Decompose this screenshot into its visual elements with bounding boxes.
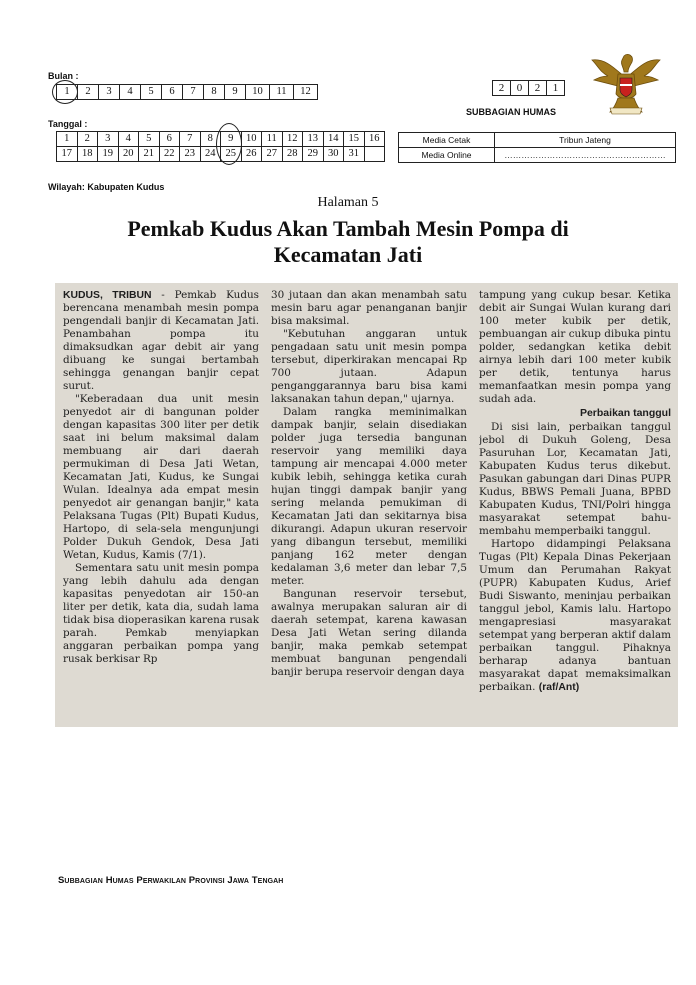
dateline: KUDUS, TRIBUN — [63, 290, 152, 301]
month-cell: 4 — [120, 85, 141, 100]
year-digit-cell: 1 — [547, 81, 565, 96]
date-cell: 27 — [262, 147, 283, 162]
media-online-label: Media Online — [399, 148, 495, 163]
paragraph: Hartopo didampingi Pelaksana Tugas (Plt) Kepala Dinas Pekerjaan Umum dan Perumahan Rakyat (PUPR) Kabupaten Kudus, Arief Budi Siswanto, meninjau perbaikan tanggul jebol, Kamis lalu. Hartopo mengapresiasi masyarakat setempat yang berperan aktif dalam perbaikan tanggul. Pihaknya berharap adanya bantuan masyarakat dapat memaksimalkan perbaikan. (raf/Ant) — [479, 538, 671, 694]
org-name: SUBBAGIAN HUMAS — [466, 107, 556, 117]
month-cell: 11 — [270, 85, 294, 100]
date-cell: 17 — [57, 147, 78, 162]
media-online-value: ………………………………………………… — [495, 148, 676, 163]
article-column-2 — [271, 289, 467, 719]
date-cell: 19 — [98, 147, 119, 162]
newspaper-clipping — [55, 283, 678, 727]
paragraph: "Kebutuhan anggaran untuk pengadaan satu unit mesin pompa tersebut, diperkirakan mencapai Rp 700 jutaan. Adapun penganggarannya baru bisa kami laksanakan tahun depan," ujarnya. — [271, 328, 467, 406]
date-cell: 14 — [323, 132, 344, 147]
date-cell: 20 — [118, 147, 139, 162]
media-cetak-label: Media Cetak — [399, 133, 495, 148]
date-cell: 3 — [98, 132, 119, 147]
month-cell: 12 — [294, 85, 318, 100]
month-cell: 1 — [57, 85, 78, 100]
date-cell: 7 — [180, 132, 201, 147]
year-box — [492, 80, 565, 96]
paragraph: "Keberadaan dua unit mesin penyedot air di bangunan polder dengan kapasitas 300 liter per detik saat ini belum maksimal dalam membuang air dari daerah permukiman di Desa Jati Wetan, Kecamatan Jati, Kudus, ke Sungai Wulan. Idealnya ada empat mesin penyedot air genangan banjir," kata Pelaksana Tugas (Plt) Bupati Kudus, Hartopo, di sela-sela mengunjungi Polder Dukuh Gendok, Desa Jati Wetan, Kudus, Kamis (7/1). — [63, 393, 259, 562]
year-digit-cell: 2 — [493, 81, 511, 96]
page-number-label: Halaman 5 — [317, 195, 379, 210]
garuda-emblem-icon — [588, 48, 664, 118]
date-cell: 2 — [77, 132, 98, 147]
article-column-3 — [479, 289, 671, 719]
month-cell: 7 — [183, 85, 204, 100]
paragraph: Sementara satu unit mesin pompa yang lebih dahulu ada dengan kapasitas penyedotan air 150-an liter per detik, kata dia, sudah lama tidak bisa dioperasikan karena rusak parah. Pemkab menyiapkan anggaran perbaikan pompa yang rusak berkisar Rp — [63, 562, 259, 666]
date-cell: 15 — [344, 132, 365, 147]
date-cell: 18 — [77, 147, 98, 162]
paragraph: 30 jutaan dan akan menambah satu mesin baru agar penanganan banjir bisa maksimal. — [271, 289, 467, 328]
media-cetak-value: Tribun Jateng — [495, 133, 676, 148]
paragraph: tampung yang cukup besar. Ketika debit air Sungai Wulan kurang dari 100 meter kubik per detik, pembuangan air cukup dibuka pintu polder, sedangkan ketika debit airnya lebih dari 100 meter kubik per detik, tentunya harus memanfaatkan mesin pompa yang sudah ada. — [479, 289, 671, 406]
bulan-label: Bulan : — [48, 71, 79, 81]
paragraph: Dalam rangka meminimalkan dampak banjir, selain disediakan polder juga tersedia bangunan reservoir yang memiliki daya tampung air mencapai 4.000 meter kubik lebih, sehingga ketika curah hujan tinggi dampak banjir yang sering melanda pemukiman di Kecamatan Jati dan sekitarnya bisa dikurangi. Adapun ukuran reservoir yang dibangun tersebut, memiliki panjang 162 meter dengan kedalaman 3,6 meter dan lebar 7,5 meter. — [271, 406, 467, 588]
signoff: (raf/Ant) — [538, 682, 580, 694]
paragraph: Di sisi lain, perbaikan tanggul jebol di Dukuh Goleng, Desa Pasuruhan Lor, Kecamatan Jati, Kabupaten Kudus terus dikebut. Pasukan gabungan dari Dinas PUPR Kudus, BBWS Pemali Juana, BPBD Kabupaten Kudus, TNI/Polri hingga masyarakat setempat bahu-membahu memperbaiki tanggul. — [479, 421, 671, 538]
date-cell: 10 — [241, 132, 262, 147]
month-cell: 3 — [99, 85, 120, 100]
date-cell: 30 — [323, 147, 344, 162]
month-cell: 10 — [246, 85, 270, 100]
media-table — [398, 132, 676, 163]
wilayah-label: Wilayah: Kabupaten Kudus — [48, 182, 165, 192]
date-cell: 25 — [221, 147, 242, 162]
month-cell: 9 — [225, 85, 246, 100]
headline-line-1: Pemkab Kudus Akan Tambah Mesin Pompa di — [127, 216, 569, 241]
date-grid — [56, 131, 385, 162]
date-cell: 13 — [303, 132, 324, 147]
date-cell: 31 — [344, 147, 365, 162]
date-cell: 23 — [180, 147, 201, 162]
date-cell: 12 — [282, 132, 303, 147]
date-cell: 24 — [200, 147, 221, 162]
footer-text: Subbagian Humas Perwakilan Provinsi Jawa Tengah — [58, 875, 284, 886]
date-cell: 8 — [200, 132, 221, 147]
date-cell: 29 — [303, 147, 324, 162]
month-grid — [56, 84, 318, 100]
date-cell: 26 — [241, 147, 262, 162]
tanggal-label: Tanggal : — [48, 119, 88, 129]
month-cell: 5 — [141, 85, 162, 100]
lead-paragraph: KUDUS, TRIBUN - Pemkab Kudus berencana menambah mesin pompa pengendali banjir di Kecamatan Jati. Penambahan pompa itu dimaksudkan agar debit air yang dibuang ke sungai bertambah sehingga genangan banjir cepat surut. — [63, 289, 259, 393]
year-digit-cell: 0 — [511, 81, 529, 96]
article-headline — [0, 216, 696, 268]
date-cell: 21 — [139, 147, 160, 162]
month-cell: 8 — [204, 85, 225, 100]
month-cell: 2 — [78, 85, 99, 100]
date-cell: 1 — [57, 132, 78, 147]
paragraph: Bangunan reservoir tersebut, awalnya merupakan saluran air di daerah setempat, karena kawasan Desa Jati Wetan sering dilanda banjir, maka pemkab setempat membuat bangunan pengendali banjir berupa reservoir dengan daya — [271, 588, 467, 679]
date-cell: 6 — [159, 132, 180, 147]
headline-line-2: Kecamatan Jati — [273, 242, 423, 267]
date-cell: 11 — [262, 132, 283, 147]
date-cell: 22 — [159, 147, 180, 162]
article-column-1 — [63, 289, 259, 719]
month-cell: 6 — [162, 85, 183, 100]
subheading: Perbaikan tanggul — [579, 407, 671, 420]
date-cell: 4 — [118, 132, 139, 147]
date-cell — [364, 147, 385, 162]
date-cell: 9 — [221, 132, 242, 147]
year-digit-cell: 2 — [529, 81, 547, 96]
date-cell: 28 — [282, 147, 303, 162]
date-cell: 16 — [364, 132, 385, 147]
date-cell: 5 — [139, 132, 160, 147]
